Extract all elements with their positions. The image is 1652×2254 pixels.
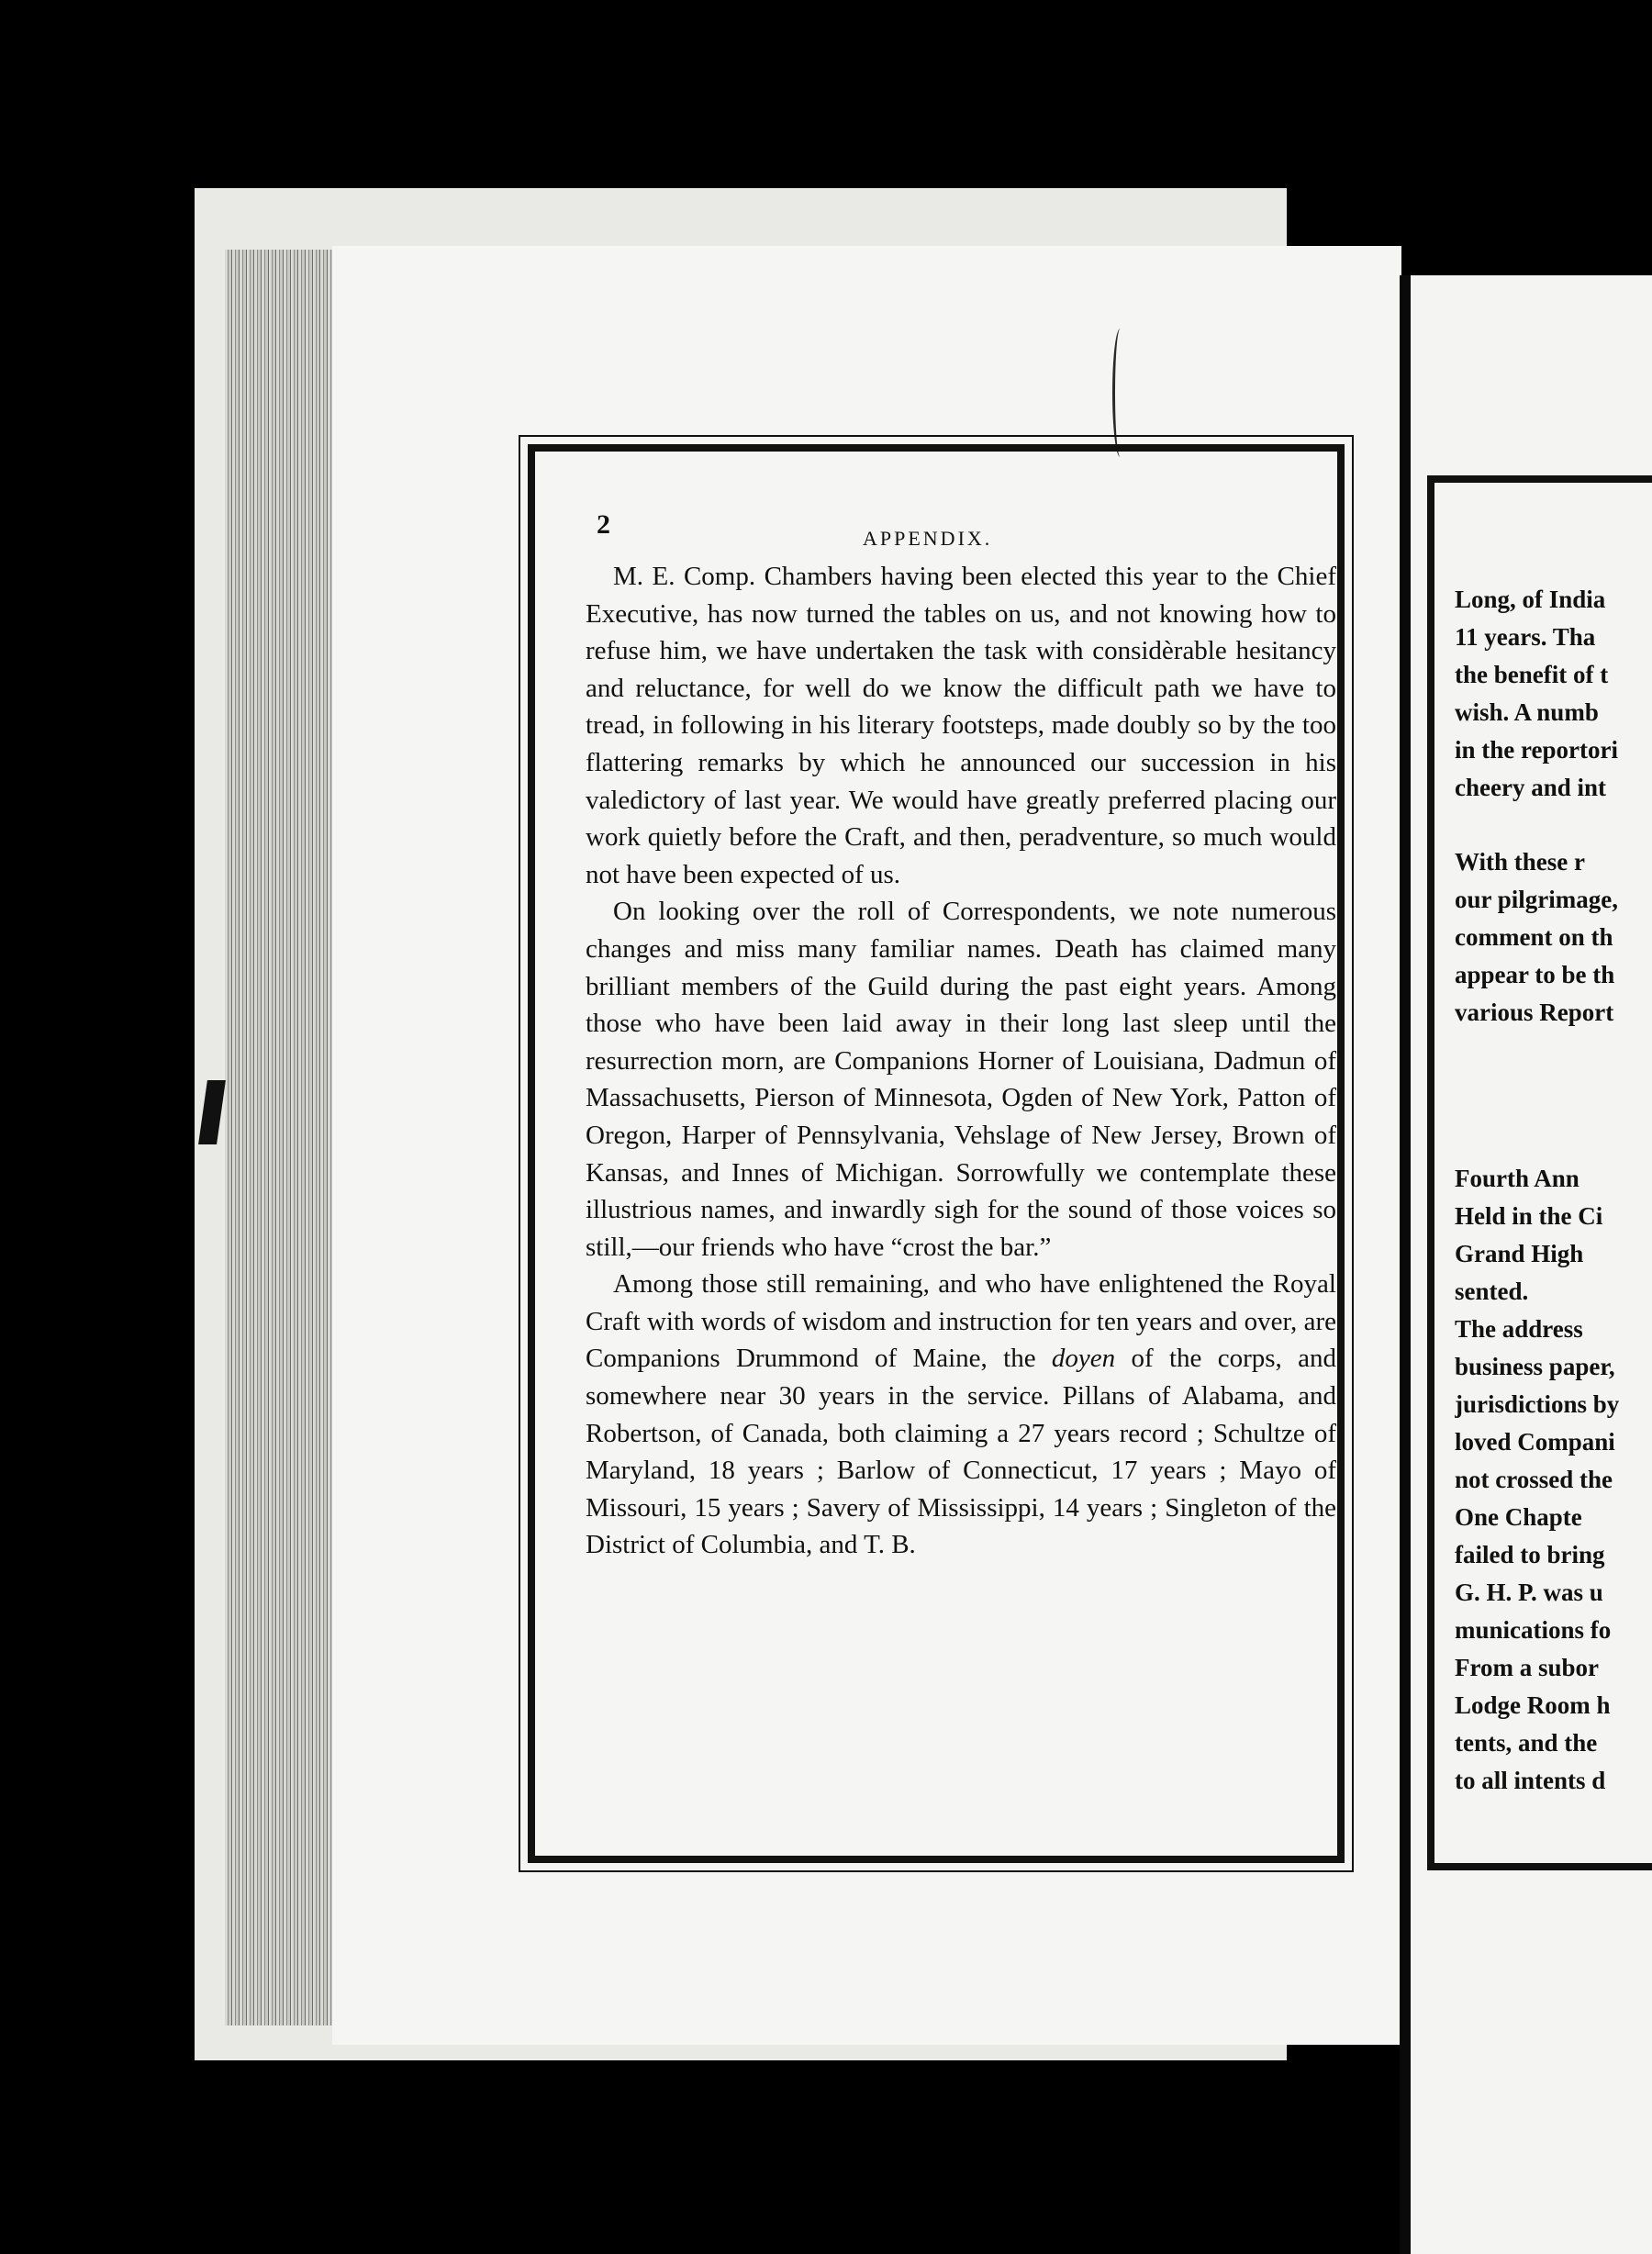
right-line: to all intents d — [1455, 1767, 1606, 1794]
right-line: tents, and the — [1455, 1729, 1598, 1757]
paragraph-3 — [586, 1266, 1336, 1564]
right-line: cheery and int — [1455, 774, 1606, 801]
spacer — [1455, 807, 1652, 843]
right-line: The address — [1455, 1315, 1583, 1343]
right-line: From a subor — [1455, 1654, 1600, 1681]
right-line: Lodge Room h — [1455, 1691, 1611, 1719]
right-line: Long, of India — [1455, 586, 1606, 613]
paragraph-2: On looking over the roll of Correspondents, we note numerous changes and miss many familiar names. Death has claimed many brilliant members of the Guild during the past eight years. Among those who have been laid away in their long last sleep until the resurrection morn, are Companions Horner of Louisiana, Dadmun of Massachusetts, Pierson of Minnesota, Ogden of New York, Patton of Oregon, Harper of Pennsylvania, Vehslage of New Jersey, Brown of Kansas, and Innes of Michigan. Sorrowfully we contemplate these illustrious names, and inwardly sigh for the sound of those voices so still,—our friends who have “crost the bar.” — [586, 897, 1336, 1262]
right-page-text — [1455, 581, 1652, 1800]
right-line: comment on th — [1455, 923, 1613, 951]
right-line: 11 years. Tha — [1455, 623, 1596, 651]
paragraph-1: M. E. Comp. Chambers having been elected this year to the Chief Executive, has now turned the tables on us, and not knowing how to refuse him, we have undertaken the task with considèrable hesitancy and reluctance, for well do we know the difficult path we have to tread, in following in his literary footsteps, made doubly so by the too flattering remarks by which he announced our succession in his valedictory of last year. We would have greatly preferred placing our work quietly before the Craft, and then, peradventure, so much would not have been expected of us. — [586, 562, 1336, 889]
right-line: munications fo — [1455, 1616, 1612, 1644]
right-line: G. H. P. was u — [1455, 1579, 1603, 1606]
right-line: our pilgrimage, — [1455, 886, 1618, 913]
left-page-body — [586, 558, 1336, 1843]
right-line: not crossed the — [1455, 1466, 1613, 1493]
right-line: appear to be th — [1455, 961, 1615, 988]
paragraph-3-part-1: Among those still remaining, and who have enlightened the Royal Craft with words of wisdom and instruction for ten years and over, are Companions Drummond of Maine, the — [586, 1269, 1336, 1374]
right-line: jurisdictions by — [1455, 1390, 1620, 1418]
spacer — [1455, 1032, 1652, 1160]
right-line: business paper, — [1455, 1353, 1615, 1380]
right-line: With these r — [1455, 848, 1585, 876]
page-number: 2 — [597, 509, 610, 540]
right-line: sented. — [1455, 1278, 1529, 1305]
right-line: Held in the Ci — [1455, 1202, 1603, 1230]
right-line: loved Compani — [1455, 1428, 1615, 1456]
right-line: One Chapte — [1455, 1503, 1582, 1531]
italic-word: doyen — [1051, 1344, 1116, 1374]
page-stain — [1112, 329, 1128, 457]
right-line: failed to bring — [1455, 1541, 1605, 1568]
right-line: Fourth Ann — [1455, 1165, 1579, 1192]
right-line: in the reportori — [1455, 736, 1618, 764]
right-line: Grand High — [1455, 1240, 1584, 1267]
right-line: the benefit of t — [1455, 661, 1609, 688]
paragraph-3-part-2: of the corps, and somewhere near 30 years in the service. Pillans of Alabama, and Robertson, of Canada, both claiming a 27 years record ; Schultze of Maryland, 18 years ; Barlow of Connecticut, 17 years ; Mayo of Missouri, 15 years ; Savery of Mississippi, 14 years ; Singleton of the District of Columbia, and T. B. — [586, 1344, 1336, 1560]
right-line: various Report — [1455, 999, 1614, 1026]
right-line: wish. A numb — [1455, 698, 1599, 726]
running-head: APPENDIX. — [863, 527, 993, 550]
book-gutter — [1400, 275, 1411, 2254]
